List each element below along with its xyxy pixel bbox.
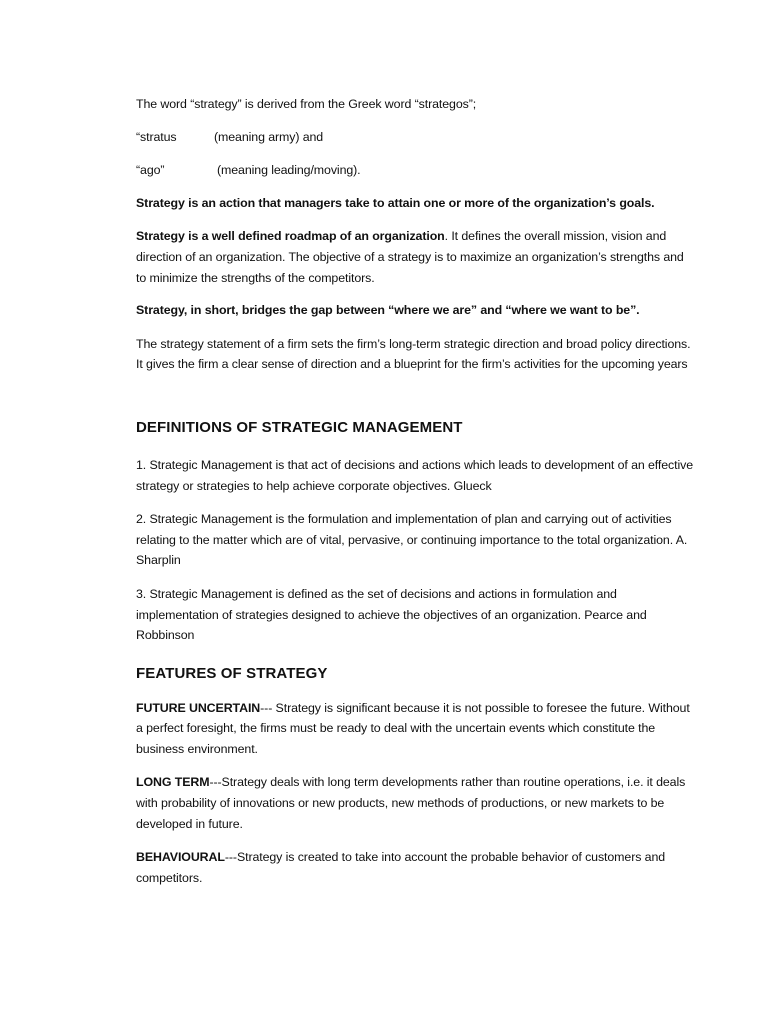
feature-term: BEHAVIOURAL bbox=[136, 850, 225, 865]
etymology-term: “stratus bbox=[136, 129, 177, 144]
intro-text: The word “strategy” is derived from the Greek word “strategos”; bbox=[136, 97, 477, 111]
feature-term: LONG TERM bbox=[136, 775, 210, 790]
feature-item bbox=[136, 772, 696, 834]
feature-term: FUTURE UNCERTAIN bbox=[136, 700, 261, 715]
definition-roadmap bbox=[136, 226, 696, 288]
feature-text: ---Strategy is created to take into account the probable behavior of customers and competitors. bbox=[136, 850, 666, 885]
definition-roadmap-bold: Strategy is a well defined roadmap of an organization bbox=[136, 229, 445, 244]
feature-text: ---Strategy deals with long term developments rather than routine operations, i.e. it deals with probability of innovations or new products, new methods of productions, or new markets to be developed in future. bbox=[136, 775, 686, 831]
feature-item bbox=[136, 698, 696, 760]
etymology-meaning: (meaning army) and bbox=[214, 129, 324, 144]
features-heading: FEATURES OF STRATEGY bbox=[136, 664, 328, 682]
document-page bbox=[136, 90, 696, 888]
intro-line bbox=[136, 94, 696, 115]
definitions-heading: DEFINITIONS OF STRATEGIC MANAGEMENT bbox=[136, 418, 463, 436]
feature-text: --- Strategy is significant because it is not possible to foresee the future. Without a perfect foresight, the firms must be ready to deal with the uncertain events which constitute the business environment. bbox=[136, 700, 690, 756]
etymology-ago bbox=[136, 160, 696, 181]
definition-roadmap-rest: . It defines the overall mission, vision and direction of an organization. The objective of a strategy is to maximize an organization’s strengths and to minimize the strengths of the competitors. bbox=[136, 229, 684, 285]
feature-item bbox=[136, 847, 696, 888]
etymology-meaning: (meaning leading/moving). bbox=[217, 163, 361, 178]
definition-action: Strategy is an action that managers take to attain one or more of the organization’s goals. bbox=[136, 195, 655, 210]
definition-item: 3. Strategic Management is defined as the set of decisions and actions in formulation and implementation of strategies designed to achieve the objectives of an organization. Pearce and Robbinson bbox=[136, 586, 647, 643]
etymology-stratus bbox=[136, 127, 696, 148]
definition-item: 2. Strategic Management is the formulation and implementation of plan and carrying out of activities relating to the matter which are of vital, pervasive, or continuing importance to the total organization. A. Sharplin bbox=[136, 512, 688, 568]
etymology-term: “ago” bbox=[136, 163, 165, 178]
definition-item: 1. Strategic Management is that act of decisions and actions which leads to development of an effective strategy or strategies to help achieve corporate objectives. Glueck bbox=[136, 457, 694, 493]
definition-gap: Strategy, in short, bridges the gap between “where we are” and “where we want to be”. bbox=[136, 303, 640, 318]
strategy-statement: The strategy statement of a firm sets the firm’s long-term strategic direction and broad policy directions. It gives the firm a clear sense of direction and a blueprint for the firm’s activities for the upcoming years bbox=[136, 336, 691, 372]
